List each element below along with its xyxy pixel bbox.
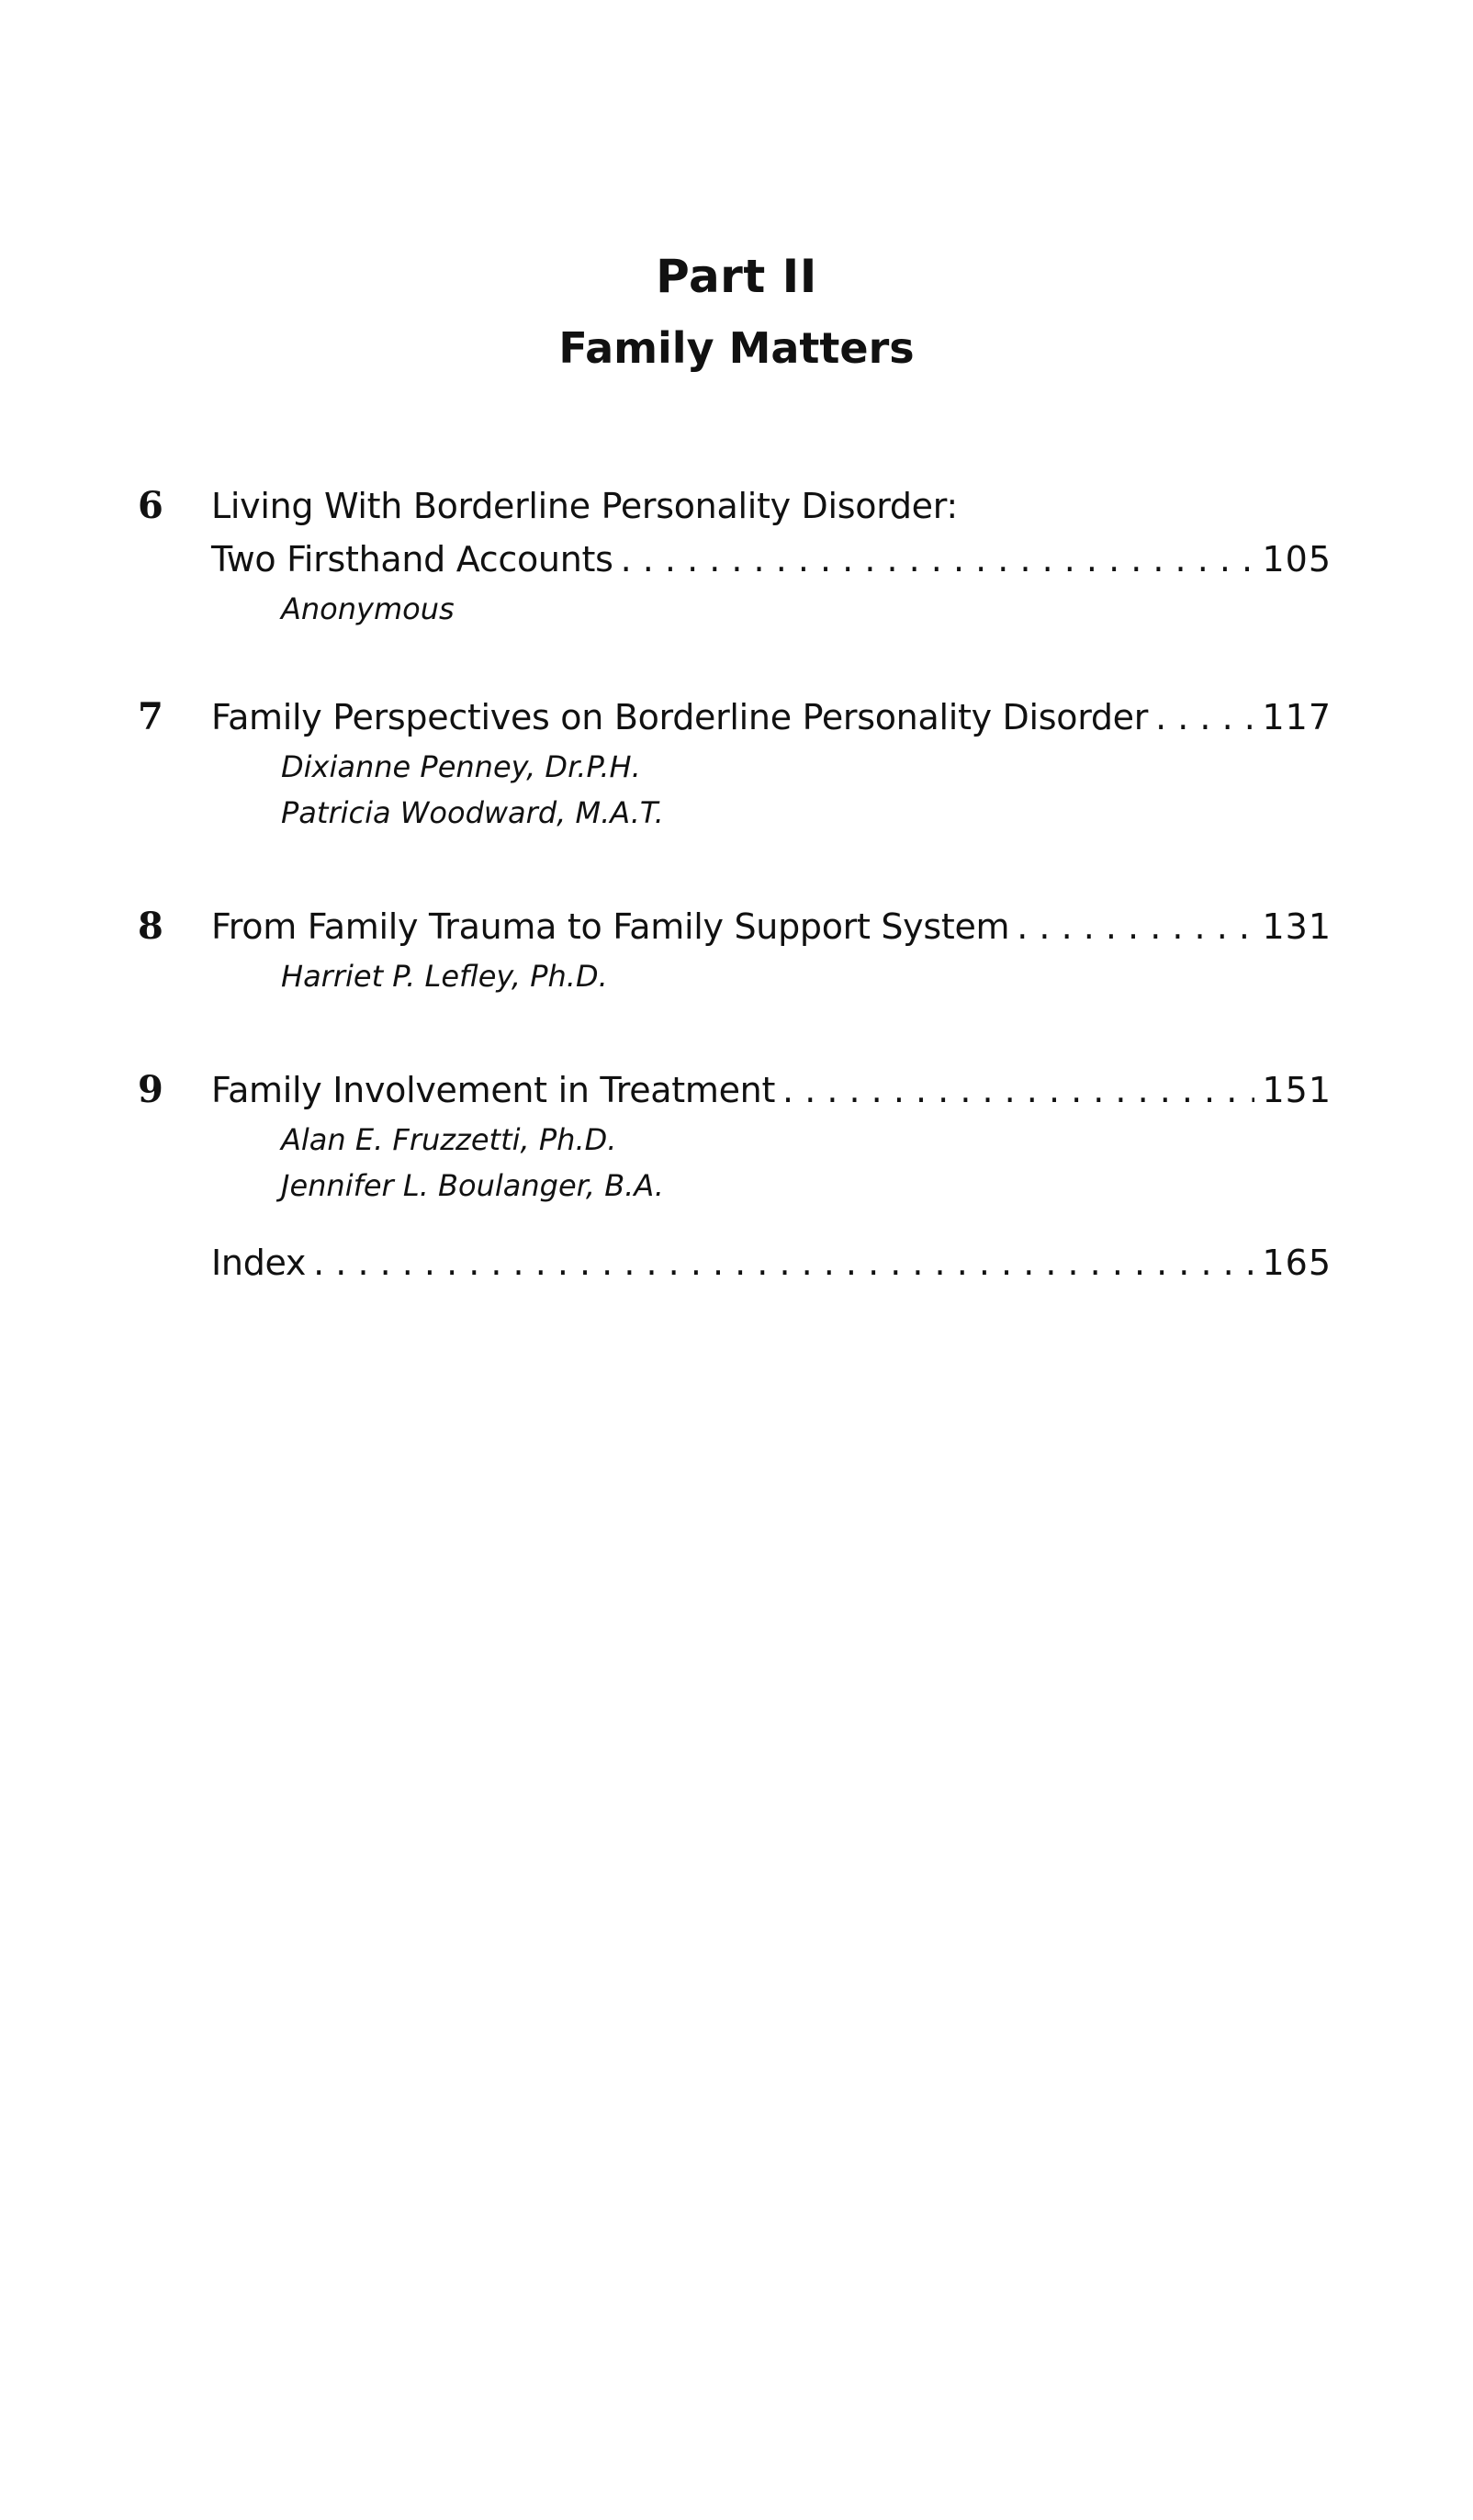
chapter-title: From Family Trauma to Family Support System bbox=[211, 906, 1010, 947]
dot-leader bbox=[782, 1063, 1254, 1117]
page-number: 131 bbox=[1262, 906, 1332, 947]
dot-leader bbox=[1017, 900, 1254, 953]
author-list bbox=[281, 744, 1332, 836]
dot-leader bbox=[1155, 691, 1254, 744]
chapter-number: 9 bbox=[138, 1068, 163, 1111]
author: Harriet P. Lefley, Ph.D. bbox=[281, 959, 608, 994]
toc-entry-chapter-7[interactable] bbox=[138, 691, 1332, 836]
chapter-title-row bbox=[211, 691, 1332, 744]
dot-leader bbox=[621, 533, 1255, 586]
toc-entry-chapter-9[interactable] bbox=[138, 1063, 1332, 1209]
chapter-number: 8 bbox=[138, 905, 163, 948]
part-title: Family Matters bbox=[558, 323, 915, 373]
toc-entry-chapter-8[interactable] bbox=[138, 900, 1332, 999]
index-title-row bbox=[211, 1236, 1332, 1289]
author: Jennifer L. Boulanger, B.A. bbox=[281, 1168, 664, 1203]
chapter-title-line2: Two Firsthand Accounts bbox=[211, 539, 613, 579]
page-number: 105 bbox=[1262, 539, 1332, 579]
author: Anonymous bbox=[281, 591, 455, 626]
part-number: Part II bbox=[656, 250, 817, 303]
chapter-title-row bbox=[211, 900, 1332, 953]
chapter-number: 6 bbox=[138, 484, 163, 527]
chapter-title: Family Perspectives on Borderline Personality Disorder bbox=[211, 697, 1149, 737]
chapter-title-line1: Living With Borderline Personality Disorder: bbox=[211, 486, 958, 526]
author-list bbox=[281, 1117, 1332, 1209]
page-number: 117 bbox=[1262, 697, 1332, 737]
author: Alan E. Fruzzetti, Ph.D. bbox=[281, 1122, 617, 1157]
chapter-number: 7 bbox=[138, 695, 163, 738]
author: Patricia Woodward, M.A.T. bbox=[281, 795, 664, 830]
page-number: 151 bbox=[1262, 1070, 1332, 1110]
chapter-title: Family Involvement in Treatment bbox=[211, 1070, 776, 1110]
chapter-title-row bbox=[211, 1063, 1332, 1117]
author-list bbox=[281, 586, 1332, 632]
dot-leader bbox=[313, 1236, 1254, 1289]
toc-entry-chapter-6[interactable] bbox=[138, 479, 1332, 632]
page-number: 165 bbox=[1262, 1243, 1332, 1283]
author: Dixianne Penney, Dr.P.H. bbox=[281, 749, 641, 784]
table-of-contents bbox=[138, 479, 1332, 1289]
chapter-title-row bbox=[211, 533, 1332, 586]
author-list bbox=[281, 953, 1332, 999]
toc-entry-index[interactable] bbox=[138, 1236, 1332, 1289]
index-title: Index bbox=[211, 1243, 307, 1283]
